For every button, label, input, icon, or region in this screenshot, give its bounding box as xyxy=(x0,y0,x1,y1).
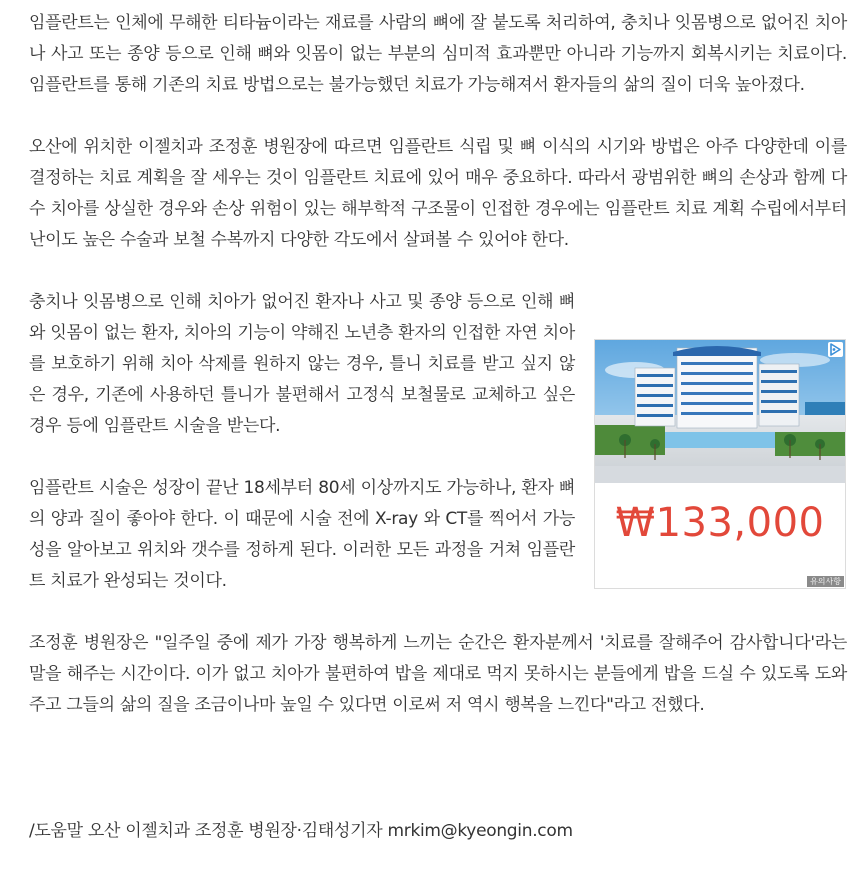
hotel-resort-photo xyxy=(595,340,845,483)
article-paragraph: 임플란트는 인체에 무해한 티타늄이라는 재료를 사람의 뼈에 잘 붙도록 처리하여, 충치나 잇몸병으로 없어진 치아나 사고 또는 종양 등으로 인해 뼈와 잇몸이 없는 부분의 심미적 효과뿐만 아니라 기능까지 회복시키는 치료이다. 임플란트를 통해 기존의 치료 방법으로는 불가능했던 치료가 가능해져서 환자들의 삶의 질이 더욱 높아졌다. xyxy=(29,13,847,95)
article-paragraph: 오산에 위치한 이젤치과 조정훈 병원장에 따르면 임플란트 식립 및 뼈 이식의 시기와 방법은 아주 다양한데 이를 결정하는 치료 계획을 잘 세우는 것이 임플란트 치료에 있어 매우 중요하다. 따라서 광범위한 뼈의 손상과 함께 다수 치아를 상실한 경우와 손상 위험이 있는 해부학적 구조물이 인접한 경우에는 임플란트 치료 계획 수립에서부터 난이도 높은 수술과 보철 수복까지 다양한 각도에서 살펴볼 수 있어야 한다. xyxy=(29,137,847,250)
hotel-ad-banner[interactable] xyxy=(594,339,846,589)
ad-disclaimer-link[interactable]: 유의사항 xyxy=(807,576,844,587)
article-paragraph: 임플란트 시술은 성장이 끝난 18세부터 80세 이상까지도 가능하나, 환자 뼈의 양과 질이 좋아야 한다. 이 때문에 시술 전에 X-ray 와 CT를 찍어서 가능성을 알아보고 위치와 갯수를 정하게 된다. 이러한 모든 과정을 거쳐 임플란트 치료가 완성되는 것이다. xyxy=(29,478,575,591)
article-paragraph: 충치나 잇몸병으로 인해 치아가 없어진 환자나 사고 및 종양 등으로 인해 뼈와 잇몸이 없는 환자, 치아의 기능이 약해진 노년층 환자의 인접한 자연 치아를 보호하기 위해 치아 삭제를 원하지 않는 경우, 틀니 치료를 받고 싶지 않은 경우, 기존에 사용하던 틀니가 불편해서 고정식 보철물로 교체하고 싶은 경우 등에 임플란트 시술을 받는다. xyxy=(29,292,575,436)
article-paragraph: 조정훈 병원장은 "일주일 중에 제가 가장 행복하게 느끼는 순간은 환자분께서 '치료를 잘해주어 감사합니다'라는 말을 해주는 시간이다. 이가 없고 치아가 불편하여 밥을 제대로 먹지 못하시는 분들에게 밥을 드실 수 있도록 도와주고 그들의 삶의 질을 조금이나마 높일 수 있다면 이로써 저 역시 행복을 느낀다"라고 전했다. xyxy=(29,633,847,715)
article-byline: /도움말 오산 이젤치과 조정훈 병원장·김태성기자 mrkim@kyeongin.com xyxy=(29,821,573,841)
adchoices-icon[interactable] xyxy=(828,342,843,357)
ad-price: ₩133,000 xyxy=(615,500,825,546)
